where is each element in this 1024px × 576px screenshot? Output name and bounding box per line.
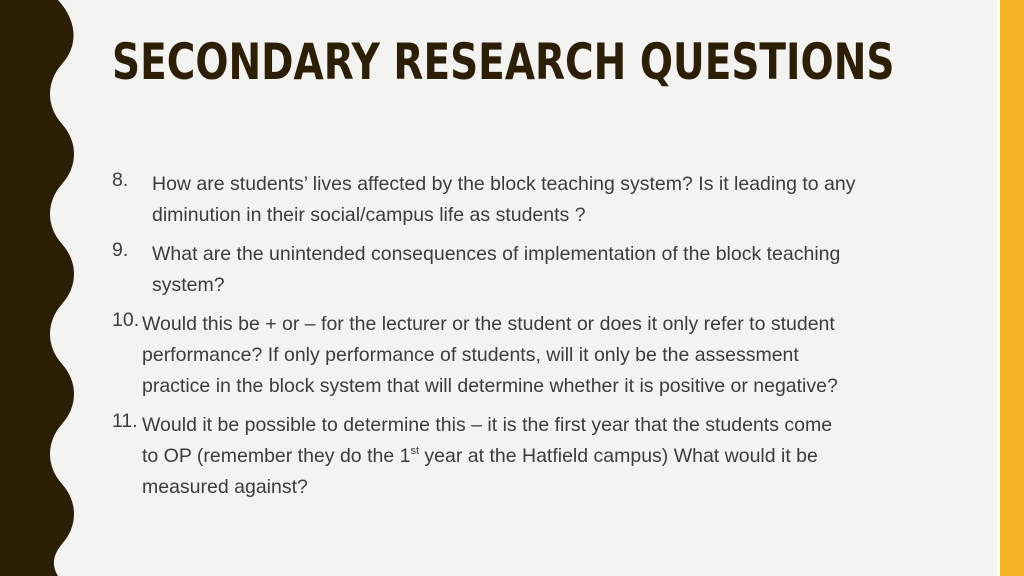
question-text bbox=[152, 169, 962, 231]
question-list bbox=[112, 169, 962, 503]
question-item-10 bbox=[112, 309, 962, 402]
question-text bbox=[142, 410, 962, 503]
question-item-9 bbox=[112, 239, 962, 301]
question-number: 11. bbox=[112, 410, 138, 432]
question-line: practice in the block system that will determine whether it is positive or negative? bbox=[142, 375, 838, 397]
question-item-11 bbox=[112, 410, 962, 503]
wave-shape bbox=[0, 0, 74, 576]
line-segment: to OP (remember they do the 1 bbox=[142, 445, 411, 467]
question-text bbox=[142, 309, 962, 402]
slide-title: SECONDARY RESEARCH QUESTIONS bbox=[112, 33, 895, 91]
accent-bar bbox=[1000, 0, 1024, 576]
question-line: performance? If only performance of students, will it only be the assessment bbox=[142, 344, 799, 366]
question-line: system? bbox=[152, 274, 225, 296]
question-line: Would this be + or – for the lecturer or the student or does it only refer to student bbox=[142, 313, 835, 335]
question-line bbox=[142, 441, 962, 472]
question-number: 9. bbox=[112, 239, 129, 261]
question-text bbox=[152, 239, 962, 301]
question-number: 10. bbox=[112, 309, 140, 331]
line-segment: year at the Hatfield campus) What would it be bbox=[419, 445, 818, 467]
question-line: What are the unintended consequences of implementation of the block teaching bbox=[152, 243, 841, 265]
question-item-8 bbox=[112, 169, 962, 231]
ordinal-superscript: st bbox=[410, 445, 420, 457]
question-line: Would it be possible to determine this – it is the first year that the students come bbox=[142, 414, 833, 436]
question-line: How are students’ lives affected by the block teaching system? Is it leading to any bbox=[152, 173, 856, 195]
decorative-wave-panel bbox=[0, 0, 80, 576]
question-line: diminution in their social/campus life as students ? bbox=[152, 204, 586, 226]
question-number: 8. bbox=[112, 169, 129, 191]
question-line: measured against? bbox=[142, 476, 308, 498]
